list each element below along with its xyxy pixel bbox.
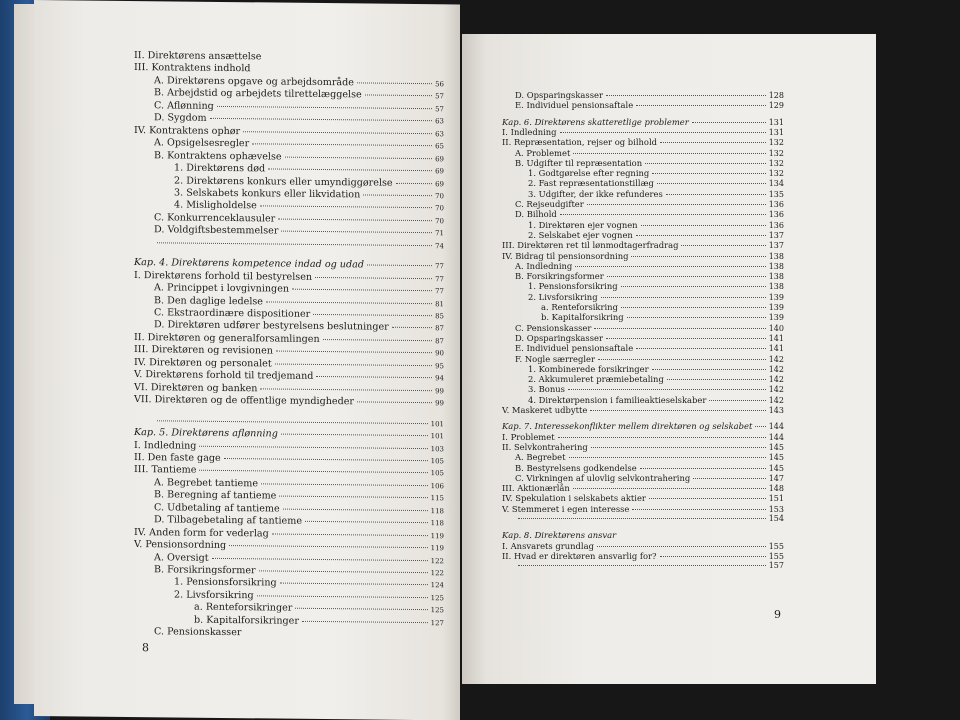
toc-entry-label: I. Problemet [502,431,555,442]
dot-leader [276,351,432,354]
dot-leader [363,194,432,196]
toc-entry-page: 125 [430,594,444,603]
toc-entry [502,513,784,525]
dot-leader [590,410,765,411]
toc-entry-page: 87 [435,324,444,333]
toc-entry-label: D. Tilbagebetaling af tantieme [154,514,303,527]
toc-entry-label: V. Stemmeret i egen interesse [502,503,630,514]
toc-entry-page: 139 [768,313,784,323]
toc-entry-page: 129 [768,101,784,111]
toc-entry-page: 138 [768,251,784,261]
dot-leader [261,483,428,486]
toc-entry-label: C. Konkurrenceklausuler [154,212,276,225]
dot-leader [606,95,766,96]
dot-leader [212,557,428,560]
dot-leader [280,583,428,586]
toc-entry-page: 87 [435,337,444,346]
toc-entry-page: 57 [435,92,444,101]
toc-entry-page: 103 [430,444,444,453]
toc-entry-page: 124 [430,581,444,590]
dot-leader [597,546,766,547]
toc-entry-label: IV. Spekulation i selskabets aktier [502,493,646,504]
dot-leader [560,132,766,133]
toc-entry-label: I. Direktørens forhold til bestyrelsen [134,269,313,283]
toc-entry-page: 137 [768,230,784,240]
toc-entry-page: 138 [768,282,784,292]
dot-leader [257,595,428,598]
toc-entry-page: 63 [435,129,444,138]
dot-leader [645,163,766,164]
dot-leader [279,496,427,499]
toc-entry-page: 101 [430,419,444,428]
dot-leader [641,225,766,226]
toc-entry-label: IV. Direktøren og personalet [134,356,272,370]
toc-entry-page: 63 [435,117,444,126]
toc-entry-label: IV. Kontraktens ophør [134,124,241,137]
dot-leader [632,509,765,510]
toc-entry-label: 1. Direktørens død [174,162,266,175]
dot-leader [392,327,432,328]
toc-entry-label: 1. Pensionsforsikring [528,281,618,292]
toc-entry-label: A. Indledning [515,260,573,271]
dot-leader [217,106,432,109]
dot-leader [323,339,432,341]
toc-entry-page: 151 [768,494,784,504]
toc-entry-label: 2. Livsforsikring [174,589,254,602]
dot-leader [199,470,427,473]
toc-entry-label: III. Aktionærlån [502,483,570,494]
dot-leader [636,235,766,236]
toc-entry-page: 94 [435,374,444,383]
toc-entry-page: 142 [768,385,784,395]
toc-entry-label: A. Direktørens opgave og arbejdsområde [154,75,354,89]
toc-entry-page: 70 [435,217,444,226]
toc-entry-page: 141 [768,333,784,343]
toc-entry-label: VII. Direktøren og de offentlige myndigheder [134,394,355,408]
dot-leader [272,533,428,536]
dot-leader [606,338,766,339]
toc-entry-label: B. Forsikringsformer [154,564,256,577]
toc-entry-page: 118 [430,519,444,528]
toc-entry-label: 4. Direktørpension i familieaktieselskaber [528,394,707,405]
toc-entry [502,99,784,111]
toc-entry-label: II. Hvad er direktøren ansvarlig for? [502,550,657,561]
toc-entry-label: II. Selvkontrahering [502,441,588,452]
dot-leader [649,498,766,499]
dot-leader [558,437,766,438]
dot-leader [681,245,765,246]
dot-leader [631,256,765,257]
toc-entry-label: 3. Udgifter, der ikke refunderes [528,188,663,199]
toc-entry-label: III. Tantieme [134,464,197,477]
dot-leader [281,231,432,234]
dot-leader [396,182,432,183]
toc-entry-label: C. Virkningen af ulovlig selvkontrahering [515,472,691,483]
toc-entry-label: 1. Direktøren ejer vognen [528,219,638,230]
toc-entry-page: 101 [430,432,444,441]
toc-entry-page: 118 [430,506,444,516]
dot-leader [652,369,766,370]
toc-entry-page: 142 [768,364,784,374]
toc-entry-label: A. Princippet i lovgivningen [154,282,290,295]
toc-entry-page: 154 [768,514,784,523]
toc-entry-page: 115 [430,494,444,503]
toc-entry-page: 131 [768,127,784,137]
dot-leader [518,565,766,566]
toc-entry-page: 145 [768,442,784,452]
toc-entry-label: 1. Pensionsforsikring [174,576,277,589]
toc-entry-label: 1. Godtgørelse efter regning [528,168,650,179]
toc-entry-page: 155 [768,541,784,551]
toc-entry-label: 3. Bonus [528,384,565,395]
dot-leader [652,173,765,174]
dot-leader [365,95,432,97]
dot-leader [569,457,766,458]
dot-leader [278,218,432,221]
toc-entry-page: 70 [435,204,444,213]
dot-leader [224,458,428,461]
toc-entry-label: D. Bilhold [515,209,557,220]
toc-entry-label: D. Opsparingskasser [515,332,603,343]
dot-leader [210,118,432,121]
dot-leader [259,570,428,573]
toc-entry-page: 139 [768,303,784,312]
toc-entry-page: 136 [768,220,784,230]
dot-leader [591,447,766,448]
toc-entry-label: Kap. 8. Direktørens ansvar [502,530,617,541]
left-page [34,0,460,720]
dot-leader [666,194,766,195]
dot-leader [292,289,432,291]
toc-entry-label: F. Nogle særregler [515,353,595,364]
toc-entry-label: B. Bestyrelsens godkendelse [515,462,637,473]
toc-entry-page: 119 [430,544,444,553]
toc-entry-page: 95 [435,361,444,371]
toc-entry-page: 132 [768,158,784,168]
toc-entry-label: C. Pensionskasser [154,626,242,639]
toc-entry-label: Kap. 7. Interessekonflikter mellem direktøren og selskabet [502,421,753,432]
dot-leader [316,376,432,378]
toc-entry-page: 134 [768,179,784,189]
toc-entry-page: 57 [435,104,444,114]
dot-leader [693,478,765,479]
toc-entry-page: 90 [435,349,444,358]
toc-entry-label: I. Indledning [502,126,557,137]
dot-leader [357,82,432,84]
toc-entry-page: 145 [768,453,784,463]
toc-entry-page: 139 [768,292,784,302]
toc-entry-page: 141 [768,344,784,354]
toc-entry-page: 125 [430,606,444,615]
dot-leader [667,379,766,380]
page-number: 9 [774,608,781,621]
toc-entry-label: A. Problemet [515,147,571,158]
toc-entry-label: Kap. 6. Direktørens skatteretlige problemer [502,116,689,127]
toc-entry-page: 142 [768,375,784,385]
dot-leader [568,389,766,390]
toc-entry-label: I. Indledning [134,439,197,452]
toc-entry-page: 85 [435,312,444,321]
toc-entry-page: 69 [435,167,444,176]
toc-entry-page: 132 [768,169,784,179]
toc-entry-label: C. Udbetaling af tantieme [154,502,280,515]
toc-entry-page: 122 [430,569,444,578]
dot-leader [302,621,428,623]
toc-entry [134,626,444,641]
dot-leader [692,122,766,123]
toc-entry-label: II. Repræsentation, rejser og bilhold [502,137,657,148]
toc-entry-label: A. Begrebet [515,452,566,463]
dot-leader [260,388,432,391]
dot-leader [157,242,432,246]
dot-leader [573,153,765,154]
dot-leader [560,214,766,215]
toc-entry-label: B. Den daglige ledelse [154,294,263,307]
toc-entry-label: 1. Kombinerede forsikringer [528,363,649,374]
toc-entry-page: 135 [768,189,784,199]
toc-entry-label: a. Renteforsikringer [194,602,293,615]
toc-entry-label: II. Direktørens ansættelse [134,50,262,63]
toc-entry-page: 138 [768,272,784,282]
dot-leader [243,131,432,134]
toc-entry-label: D. Sygdom [154,112,207,125]
toc-entry-label: III. Direktøren og revisionen [134,344,273,357]
toc-entry-page: 136 [768,200,784,209]
dot-leader [285,156,433,159]
toc-entry-label: B. Arbejdstid og arbejdets tilrettelæggelse [154,87,362,101]
toc-entry-label: A. Begrebet tantieme [154,477,259,490]
dot-leader [313,314,432,316]
toc-entry-page: 153 [768,504,784,514]
toc-entry-page: 155 [768,551,784,561]
toc-entry-page: 147 [768,473,784,483]
toc-entry-page: 77 [435,287,444,296]
toc-entry-label: A. Opsigelsesregler [154,137,250,150]
toc-entry-label: V. Direktørens forhold til tredjemand [134,369,314,383]
table-of-contents-left [134,50,444,639]
toc-entry-page: 143 [768,406,784,415]
toc-entry-page: 69 [435,179,444,188]
toc-entry-label: 4. Misligholdelse [174,199,257,212]
toc-entry-label: b. Kapitalforsikring [541,312,624,323]
dot-leader [315,277,432,279]
dot-leader [266,301,432,304]
toc-entry-label: 2. Direktørens konkurs eller umyndiggørelse [174,174,393,189]
toc-entry-page: 142 [768,354,784,364]
dot-leader [594,328,765,329]
dot-leader [252,143,432,146]
toc-entry-label: B. Beregning af tantieme [154,489,277,502]
toc-entry-label: B. Kontraktens ophævelse [154,149,282,163]
toc-entry-page: 127 [430,618,444,628]
dot-leader [260,206,432,209]
dot-leader [709,400,765,401]
toc-entry-page: 128 [768,91,784,100]
toc-entry-page: 77 [435,262,444,271]
toc-entry-label: C. Ekstraordinære dispositioner [154,307,311,320]
dot-leader [199,445,427,448]
toc-entry-label: V. Maskeret udbytte [502,405,588,415]
toc-entry-page: 122 [430,556,444,565]
toc-entry-page: 157 [768,561,784,571]
toc-entry-label: 2. Livsforsikring [528,291,598,302]
toc-entry-page: 137 [768,241,784,251]
dot-leader [281,434,428,437]
toc-entry-page: 145 [768,463,784,473]
dot-leader [598,359,766,360]
dot-leader [229,545,427,548]
toc-entry-page: 136 [768,210,784,220]
toc-entry-label: B. Forsikringsformer [515,271,604,282]
toc-entry-label: D. Voldgiftsbestemmelser [154,224,279,237]
dot-leader [660,556,766,557]
dot-leader [157,420,428,424]
toc-entry-page: 81 [435,299,444,308]
dot-leader [640,468,766,469]
toc-entry-page: 140 [768,323,784,333]
toc-entry-label: VI. Direktøren og banken [134,381,258,395]
toc-entry-page: 144 [768,422,784,432]
dot-leader [601,297,766,298]
toc-entry-page: 69 [435,154,444,163]
toc-entry-label: II. Direktøren og generalforsamlingen [134,331,320,345]
toc-entry-page: 65 [435,142,444,151]
toc-entry-label: 2. Fast repræsentationstillæg [528,178,654,189]
toc-entry-label: B. Udgifter til repræsentation [515,157,643,168]
dot-leader [283,508,428,511]
page-number: 8 [142,641,149,655]
dot-leader [621,307,766,308]
toc-entry-label: I. Ansvarets grundlag [502,540,594,551]
dot-leader [636,105,766,106]
toc-entry-label: IV. Anden form for vederlag [134,526,269,540]
toc-entry-page: 119 [430,531,444,540]
toc-entry-label: Kap. 4. Direktørens kompetence indad og udad [134,257,364,271]
toc-entry-page: 148 [768,484,784,494]
toc-entry-page: 132 [768,148,784,158]
toc-entry-page: 99 [435,399,444,408]
dot-leader [621,286,766,287]
dot-leader [268,168,432,171]
dot-leader [275,363,432,366]
toc-entry-page: 70 [435,192,444,201]
dot-leader [660,142,766,143]
dot-leader [627,317,766,318]
toc-entry-label: A. Oversigt [154,551,209,564]
right-page [462,34,876,684]
toc-entry-label: b. Kapitalforsikringer [194,614,299,627]
toc-entry-label: Kap. 5. Direktørens aflønning [134,427,278,440]
dot-leader [587,204,766,205]
toc-entry [134,394,444,409]
dot-leader [755,426,765,427]
dot-leader [657,183,766,184]
toc-entry-page: 99 [435,386,444,395]
toc-entry-page: 144 [768,432,784,442]
toc-entry-label: D. Direktøren udfører bestyrelsens beslutninger [154,319,389,334]
toc-entry-label: 2. Akkumuleret præmiebetaling [528,374,664,385]
toc-entry-page: 142 [768,395,784,405]
toc-entry-label: 2. Selskabet ejer vognen [528,229,633,240]
toc-entry-page: 138 [768,261,784,271]
toc-entry-page: 131 [768,117,784,127]
toc-entry-label: D. Opsparingskasser [515,90,603,100]
toc-entry-label: 3. Selskabets konkurs eller likvidation [174,187,361,201]
toc-entry-label: E. Individuel pensionsaftale [515,100,634,111]
toc-entry-page: 105 [430,457,444,466]
dot-leader [607,276,766,277]
dot-leader [575,266,765,267]
dot-leader [305,521,428,523]
dot-leader [367,265,432,267]
toc-entry-label: a. Renteforsikring [541,302,618,312]
toc-entry-page: 71 [435,229,444,238]
toc-entry-label: II. Den faste gage [134,451,221,464]
dot-leader [357,402,432,404]
dot-leader [636,348,766,349]
toc-entry [502,404,784,416]
toc-entry-label: C. Rejseudgifter [515,199,584,209]
toc-entry-page: 106 [430,481,444,491]
toc-entry-label: C. Aflønning [154,100,214,112]
toc-entry-page: 74 [435,241,444,251]
toc-entry-label: E. Individuel pensionsaftale [515,343,634,354]
toc-entry-label: III. Kontraktens indhold [134,62,251,75]
toc-entry-page: 132 [768,138,784,148]
toc-entry-label: V. Pensionsordning [134,539,227,552]
toc-entry-page: 56 [435,80,444,89]
toc-entry [134,237,444,252]
toc-entry-label: C. Pensionskasser [515,322,592,333]
dot-leader [573,488,766,489]
dot-leader [295,608,427,610]
toc-entry-page: 77 [435,274,444,283]
toc-entry [502,560,784,572]
toc-entry-page: 105 [430,469,444,478]
toc-entry-label: III. Direktøren ret til lønmodtagerfradrag [502,240,679,251]
dot-leader [518,518,766,519]
toc-entry-label: IV. Bidrag til pensionsordning [502,250,629,261]
